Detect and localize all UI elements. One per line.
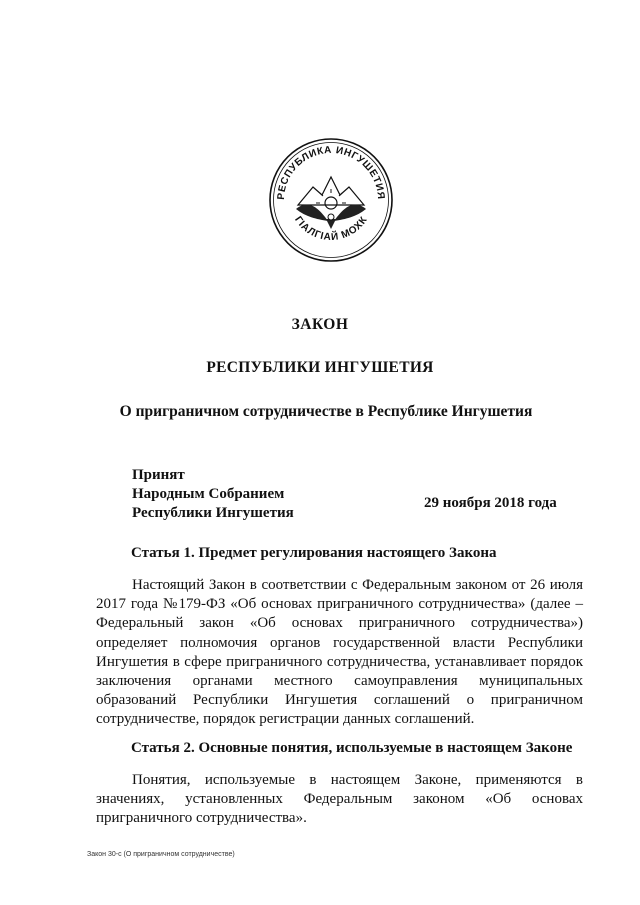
emblem-bottom-text: ГIАЛГIАЙ МОХК [292,214,370,244]
law-republic: РЕСПУБЛИКИ ИНГУШЕТИЯ [206,359,434,376]
adoption-block [132,466,294,523]
article-2-text: Понятия, используемые в настоящем Законе, применяются в значениях, установленных Федеральным законом «Об основах приграничного сотрудничества». [96,772,583,827]
document-footer: Закон 30-с (О приграничном сотрудничестве) [87,851,235,858]
adopted-label: Принят [132,467,185,483]
law-subject: О приграничном сотрудничестве в Республике Ингушетия [119,403,533,420]
article-1-heading: Статья 1. Предмет регулирования настоящего Закона [131,545,497,561]
emblem-seal-icon [268,137,394,263]
article-1-text: Настоящий Закон в соответствии с Федеральным законом от 26 июля 2017 года №179-ФЗ «Об основах приграничного сотрудничества» (далее – Федеральный закон «Об основах приграничного сотрудничества») определяет полномочия органов государственной власти Республики Ингушетия в сфере приграничного сотрудничества, устанавливает порядок заключения органами местного самоуправления муниципальных образований Республики Ингушетия соглашений о приграничном сотрудничестве, порядок регистрации данных соглашений. [96,577,583,728]
law-title: ЗАКОН [291,316,349,333]
emblem-top-text: РЕСПУБЛИКА ИНГУШЕТИЯ [275,144,387,201]
adoption-date: 29 ноября 2018 года [424,495,557,511]
article-2-heading: Статья 2. Основные понятия, используемые в настоящем Законе [131,740,573,756]
adopted-republic-label: Республики Ингушетия [132,505,294,521]
adopted-by-label: Народным Собранием [132,486,285,502]
